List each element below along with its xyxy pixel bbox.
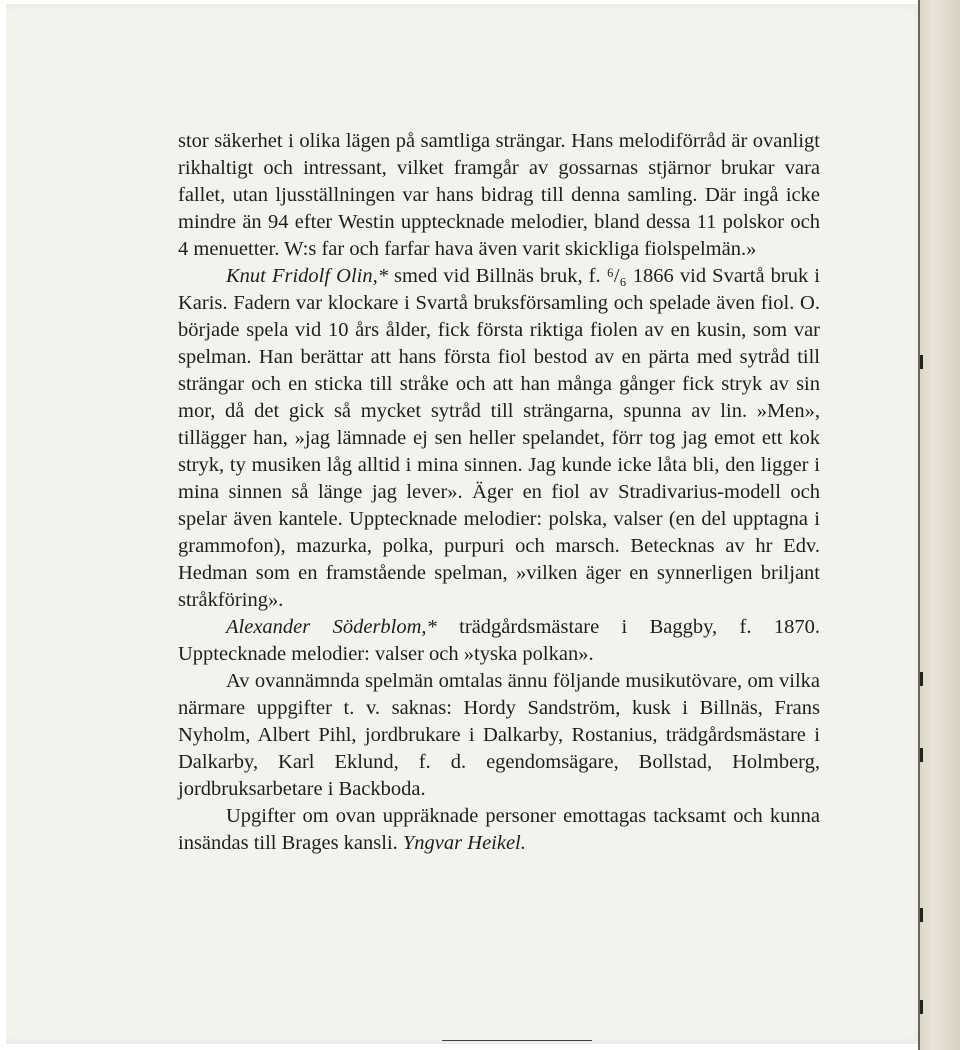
footer-rule xyxy=(442,1040,592,1041)
page-edge-mark xyxy=(920,672,923,686)
closing-text: Upgifter om ovan uppräknade personer emottagas tacksamt och kunna insändas till Brages kansli. xyxy=(178,805,820,854)
paragraph-soderblom-text: trädgårdsmästare i Baggby, f. 1870. Upptecknade melodier: valser och »tyska polkan». xyxy=(178,616,820,665)
page-edge-mark xyxy=(920,355,923,369)
paragraph-soderblom xyxy=(178,614,820,668)
person-name-soderblom: Alexander Söderblom,* xyxy=(226,616,437,638)
paragraph-other-musicians: Av ovannämnda spelmän omtalas ännu följande musikutövare, om vilka närmare uppgifter t. v. saknas: Hordy Sandström, kusk i Billnäs, Frans Nyholm, Albert Pihl, jordbrukare i Dalkarby, Rostanius, trädgårdsmästare i Dalkarby, Karl Eklund, f. d. egendomsägare, Bollstad, Holmberg, jordbruksarbetare i Backboda. xyxy=(178,670,820,800)
paragraph-closing xyxy=(178,803,820,857)
page-edge-mark xyxy=(920,1000,923,1014)
paragraph-olin xyxy=(178,263,820,614)
page-text xyxy=(178,128,820,857)
page-edge-mark xyxy=(920,908,923,922)
paragraph-olin-text: smed vid Billnäs bruk, f. ⁶/₆ 1866 vid Svartå bruk i Karis. Fadern var klockare i Svartå bruksförsamling och spelade även fiol. O. började spela vid 10 års ålder, fick första riktiga fiolen av en kusin, som var spelman. Han berättar att hans första fiol bestod av en pärta med sytråd till strängar och en sticka till stråke och att han många gånger fick stryk av sin mor, då det gick så mycket sytråd till strängarna, spunna av lin. »Men», tillägger han, »jag lämnade ej sen heller spelandet, förr tog jag emot ett kok stryk, ty musiken låg alltid i mina sinnen. Jag kunde icke låta bli, den ligger i mina sinnen så länge jag lever». Äger en fiol av Stradivarius-modell och spelar även kantele. Upptecknade melodier: polska, valser (en del upptagna i grammofon), mazurka, polka, purpuri och marsch. Betecknas av hr Edv. Hedman som en framstående spelman, »vilken äger en synnerligen briljant stråkföring». xyxy=(178,265,820,611)
author-signature: Yngvar Heikel. xyxy=(402,832,526,854)
paragraph-westin: stor säkerhet i olika lägen på samtliga strängar. Hans melodiförråd är ovanligt rikhaltigt och intressant, vilket framgår av gossarnas stjärnor brukar vara fallet, utan ljusställningen var hans bidrag till denna samling. Där ingå icke mindre än 94 efter Westin upptecknade melodier, bland dessa 11 polskor och 4 menuetter. W:s far och farfar hava även varit skickliga fiolspelmän.» xyxy=(178,130,820,260)
next-page-edge xyxy=(918,0,960,1050)
page-edge-mark xyxy=(920,748,923,762)
person-name-olin: Knut Fridolf Olin,* xyxy=(226,265,388,287)
